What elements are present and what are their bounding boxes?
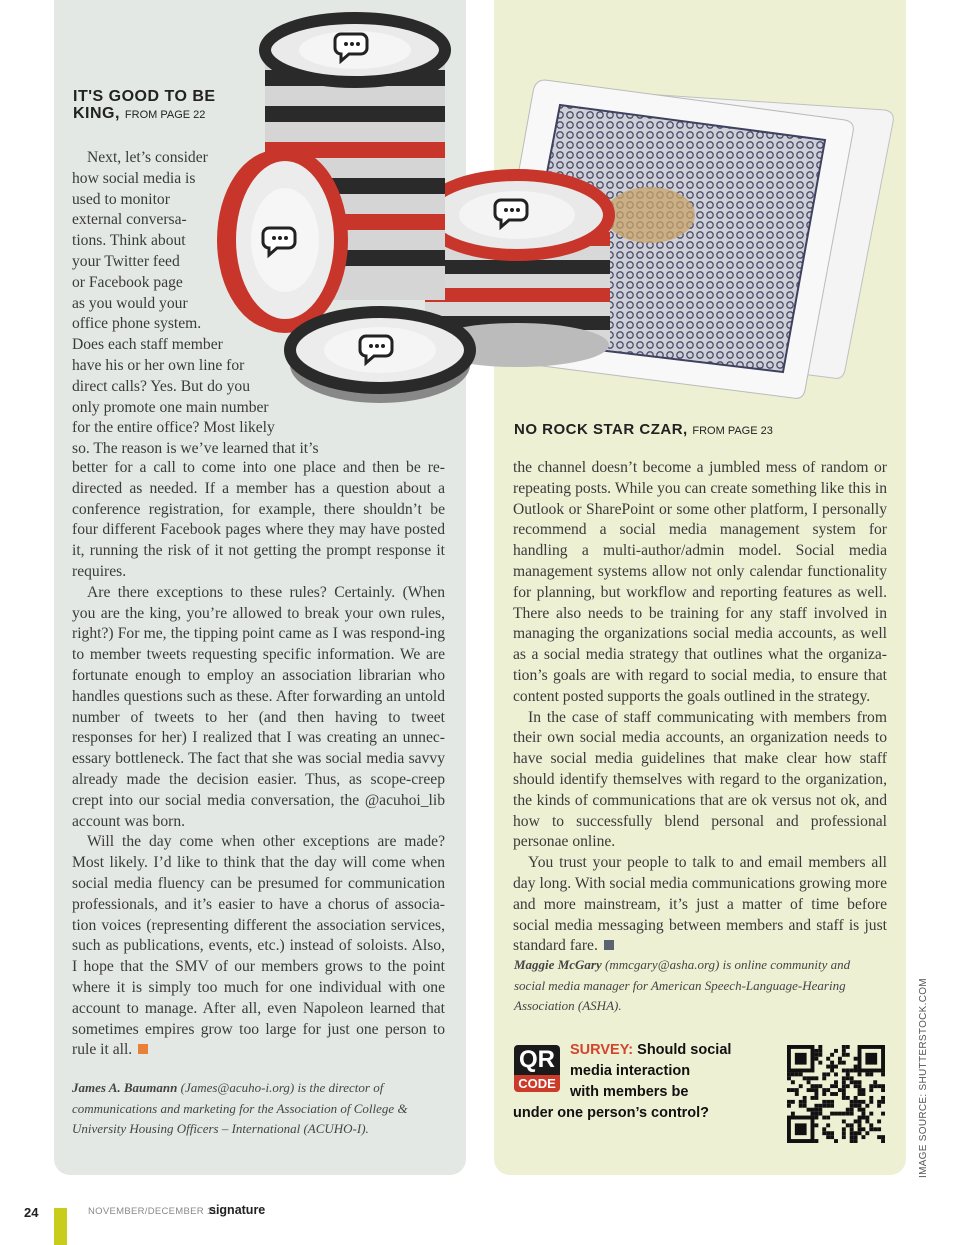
image-credit: IMAGE SOURCE: SHUTTERSTOCK.COM xyxy=(918,978,929,1178)
narrow-text-line: Does each staff member xyxy=(72,336,223,354)
right-article-body xyxy=(513,458,887,957)
left-paragraph-2: Are there exceptions to these rules? Certainly. (When you are the king, you’re allowed to break your own rules, right?) For me, the tipping point came as I was respond-ing to member tweets requesting specific information. We are fortunate enough to employ an association librarian who handles questions such as these. After forwarding an untold number of tweets to her (and then having to tweet responses for her) I realized that I was creating an unnec-essary bottleneck. The fact that she was social media savvy already made the decision easier. Thus, as scope-creep crept into our social media conversation, the @acuhoi_lib account was born. xyxy=(72,583,445,830)
narrow-text-line: office phone system. xyxy=(72,315,202,333)
chip-front-black xyxy=(290,312,470,403)
magazine-brand: signature xyxy=(209,1203,266,1217)
page-number: 24 xyxy=(24,1205,39,1220)
issue-date: NOVEMBER/DECEMBER 11 xyxy=(88,1206,218,1217)
right-paragraph-1: the channel doesn’t become a jumbled mess of random or repeating posts. While you can create something like this in Outlook or SharePoint or some other platform, I personally recommend a social media management system for handling a multi-author/admin model. Social media management systems allow not only calendar functionality for planning, but workflow and reporting features as well. There also needs to be training for any staff involved in managing the organizations social media accounts, as well as a social media strategy that outlines what the organiza-tion’s goals are with regard to social media, to ensure that content posted supports the goals outlined in the strategy. xyxy=(513,459,887,705)
narrow-text-line: tions. Think about xyxy=(72,232,186,250)
narrow-text-line: your Twitter feed xyxy=(72,252,180,270)
narrow-text-line: have his or her own line for xyxy=(72,356,245,374)
narrow-text-line: used to monitor xyxy=(72,190,170,208)
left-bio-text: (James@acuho-i.org) is the director of communications and marketing for the Association of College & University Housing Officers – International (ACUHO-I). xyxy=(72,1080,408,1136)
right-paragraph-2: In the case of staff communicating with members from their own social media accounts, an organization needs to have social media guidelines that make clear how staff should identify themselves with regard to the organization, the kinds of communications that are ok versus not ok, and how to successfully blend personal and professional personae online. xyxy=(513,708,887,851)
left-from-page: FROM PAGE 22 xyxy=(124,109,206,121)
left-title-line2: KING, xyxy=(73,105,120,122)
left-article-wrapped-lines xyxy=(72,148,319,460)
right-author-bio xyxy=(514,955,884,1017)
narrow-text-line: or Facebook page xyxy=(72,273,183,291)
right-from-page: FROM PAGE 23 xyxy=(692,425,773,437)
narrow-text-line: external conversa- xyxy=(72,211,187,229)
left-paragraph-3: Will the day come when other exceptions are made? Most likely. I’d like to think that the day will come when social media fluency can be presumed for communication professionals, and it’s easier to have a chorus of associa-tion voices (representing different the association services, such as publications, events, etc.) instead of soloists. Also, I hope that the SMV of our members grows to the point where it is simply too much for one individual with one account to manage. After all, even Napoleon learned that sometimes empires grow too large for just one person to rule it all. xyxy=(72,833,445,1059)
narrow-text-line: for the entire office? Most likely xyxy=(72,419,275,437)
narrow-text-line: only promote one main number xyxy=(72,398,269,416)
right-article-heading xyxy=(514,421,773,438)
narrow-text-line: direct calls? Yes. But do you xyxy=(72,377,251,395)
narrow-text-line: as you would your xyxy=(72,294,188,312)
end-mark-icon xyxy=(138,1044,148,1054)
survey-prompt: SURVEY: Should social media interaction with members be under one person’s control? xyxy=(513,1042,732,1121)
footer-accent-bar xyxy=(54,1208,67,1245)
left-article-body xyxy=(72,458,445,1061)
right-paragraph-3: You trust your people to talk to and email members all day long. With social media communications growing more and more mainstream, it’s just a matter of time before social media messaging between members and staff is just standard fare. xyxy=(513,854,887,955)
left-title-line1: IT'S GOOD TO BE xyxy=(73,88,216,105)
left-bio-name: James A. Baumann xyxy=(72,1080,178,1095)
narrow-text-line: Next, let’s consider xyxy=(87,149,208,166)
left-author-bio xyxy=(72,1078,432,1140)
right-bio-text: (mmcgary@asha.org) is online community and social media manager for American Speech-Language-Hearing Association (ASHA). xyxy=(514,957,851,1013)
qr-code-icon[interactable] xyxy=(786,1045,886,1143)
left-paragraph-1-continued: better for a call to come into one place and then be re-directed as needed. If a member has a question about a conference registration, for example, there shouldn’t be four different Facebook pages where they may have posted it, running the risk of it not getting the prompt response it requires. xyxy=(72,459,445,580)
right-title: NO ROCK STAR CZAR, xyxy=(514,421,688,438)
narrow-text-line: so. The reason is we’ve learned that it’s xyxy=(72,440,319,458)
qr-badge-bottom: CODE xyxy=(514,1075,560,1092)
survey-label: SURVEY: xyxy=(570,1042,634,1058)
right-bio-name: Maggie McGary xyxy=(514,957,602,972)
qr-badge-top: QR xyxy=(514,1045,560,1075)
end-mark-icon xyxy=(604,940,614,950)
narrow-text-line: how social media is xyxy=(72,169,196,187)
left-article-heading xyxy=(73,88,216,124)
